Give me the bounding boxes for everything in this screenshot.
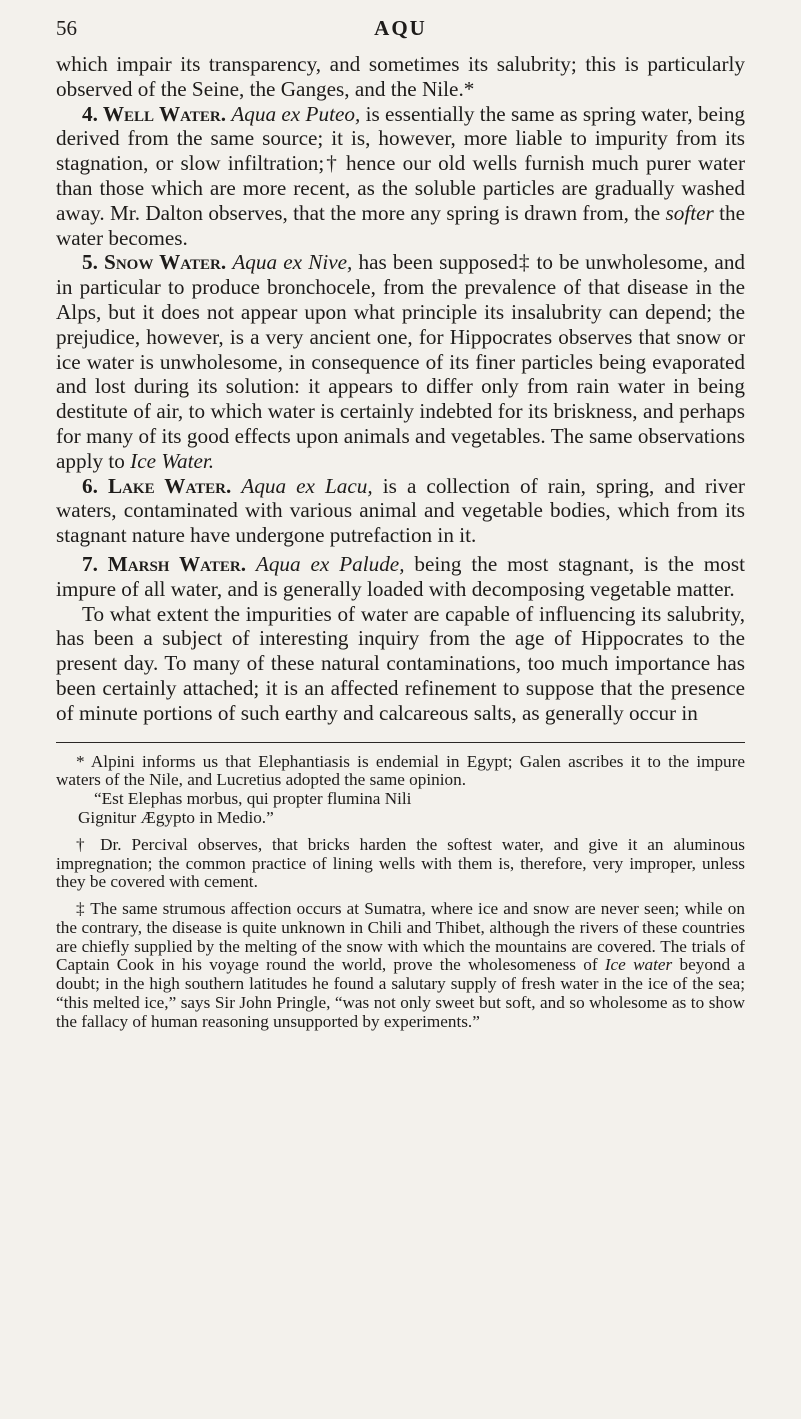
entry-text: being the most stagnant, is the most impure of all water, and is generally loaded with decomposing vegetable matter.	[56, 551, 746, 601]
footnote-double-dagger	[56, 900, 745, 1032]
paragraph-continuation	[56, 52, 745, 102]
entry-text: the water becomes.	[56, 200, 746, 250]
running-head	[56, 12, 745, 52]
latin-name: Aqua ex Puteo,	[231, 101, 361, 126]
footnote-text: beyond a doubt; in the high southern latitudes he found a salutary supply of fresh water in the ice of the sea; “this melted ice,” says Sir John Pringle, “was not only sweet but soft, and so wholesome as to show the fallacy of human reasoning unsupported by experiments.”	[56, 955, 746, 1031]
emphasis-text: softer	[665, 200, 714, 225]
footnote-verse-line: Gignitur Ægypto in Medio.”	[78, 807, 274, 827]
emphasis-text: Ice Water.	[130, 448, 215, 473]
footnote-dagger: † Dr. Percival observes, that bricks harden the softest water, and give it an aluminous impregnation; the common practice of lining wells with them is, therefore, very improper, unless they be covered with cement.	[56, 834, 745, 892]
entry-heading: 7. Marsh Water.	[82, 551, 246, 576]
footnote-asterisk: * Alpini informs us that Elephantiasis is endemial in Egypt; Galen ascribes it to the impure waters of the Nile, and Lucretius adopted the same opinion.	[56, 751, 745, 790]
latin-name: Aqua ex Palude,	[255, 551, 405, 576]
running-title: AQU	[374, 16, 427, 40]
entry-lake-water	[56, 474, 745, 548]
entry-text: is a collection of rain, spring, and river waters, contaminated with various animal and vegetable bodies, which from its stagnant nature have undergone putrefaction in it.	[56, 473, 745, 548]
footnotes	[56, 753, 745, 1032]
entry-heading: 5. Snow Water.	[82, 250, 227, 275]
paragraph-impurities	[56, 602, 745, 726]
entry-well-water	[56, 102, 745, 251]
footnote-verse-line: “Est Elephas morbus, qui propter flumina Nili	[94, 789, 412, 809]
footnote-text: ‡ The same strumous affection occurs at Sumatra, where ice and snow are never seen; while on the contrary, the disease is quite unknown in Chili and Thibet, although the rivers of these countries are chiefly supplied by the melting of the snow with which the mountains are covered. The trials of Captain Cook in his voyage round the world, prove the wholesomeness of	[56, 899, 745, 975]
entry-heading: 6. Lake Water.	[82, 473, 232, 498]
latin-name: Aqua ex Nive,	[232, 250, 353, 275]
entry-marsh-water	[56, 552, 745, 602]
body-text	[56, 52, 745, 726]
latin-name: Aqua ex Lacu,	[241, 473, 373, 498]
emphasis-text: Ice water	[604, 955, 673, 975]
entry-text: has been supposed‡ to be unwholesome, and in particular to produce bronchocele, from the prevalence of that disease in the Alps, but it does not appear upon what principle its insalubrity can depend; the prejudice, however, is a very ancient one, for Hippocrates observes that snow or ice water is unwholesome, in consequence of its finer particles being evaporated and lost during its solution: it appears to differ only from rain water in being destitute of air, to which water is certainly indebted for its briskness, and perhaps for many of its good effects upon animals and vegetables. The same observations apply to	[56, 250, 746, 473]
paragraph-text: which impair its transparency, and sometimes its salubrity; this is particularly observed of the Seine, the Ganges, and the Nile.*	[56, 52, 745, 101]
entry-snow-water	[56, 250, 745, 473]
page-number: 56	[56, 16, 77, 40]
entry-text: is essentially the same as spring water, being derived from the same source; it is, however, more liable to impurity from its stagnation, or slow infiltration;† hence our old wells furnish much purer water than those which are more recent, as the soluble particles are gradually washed away. Mr. Dalton observes, that the more any spring is drawn from, the	[56, 101, 746, 225]
footnote-divider	[56, 742, 745, 743]
paragraph-text: To what extent the impurities of water are capable of influencing its salubrity, has been a subject of interesting inquiry from the age of Hippocrates to the present day. To many of these natural contaminations, too much importance has been certainly attached; it is an affected refinement to suppose that the presence of minute portions of such earthy and calcareous salts, as generally occur in	[56, 601, 745, 725]
entry-heading: 4. Well Water.	[82, 101, 227, 126]
